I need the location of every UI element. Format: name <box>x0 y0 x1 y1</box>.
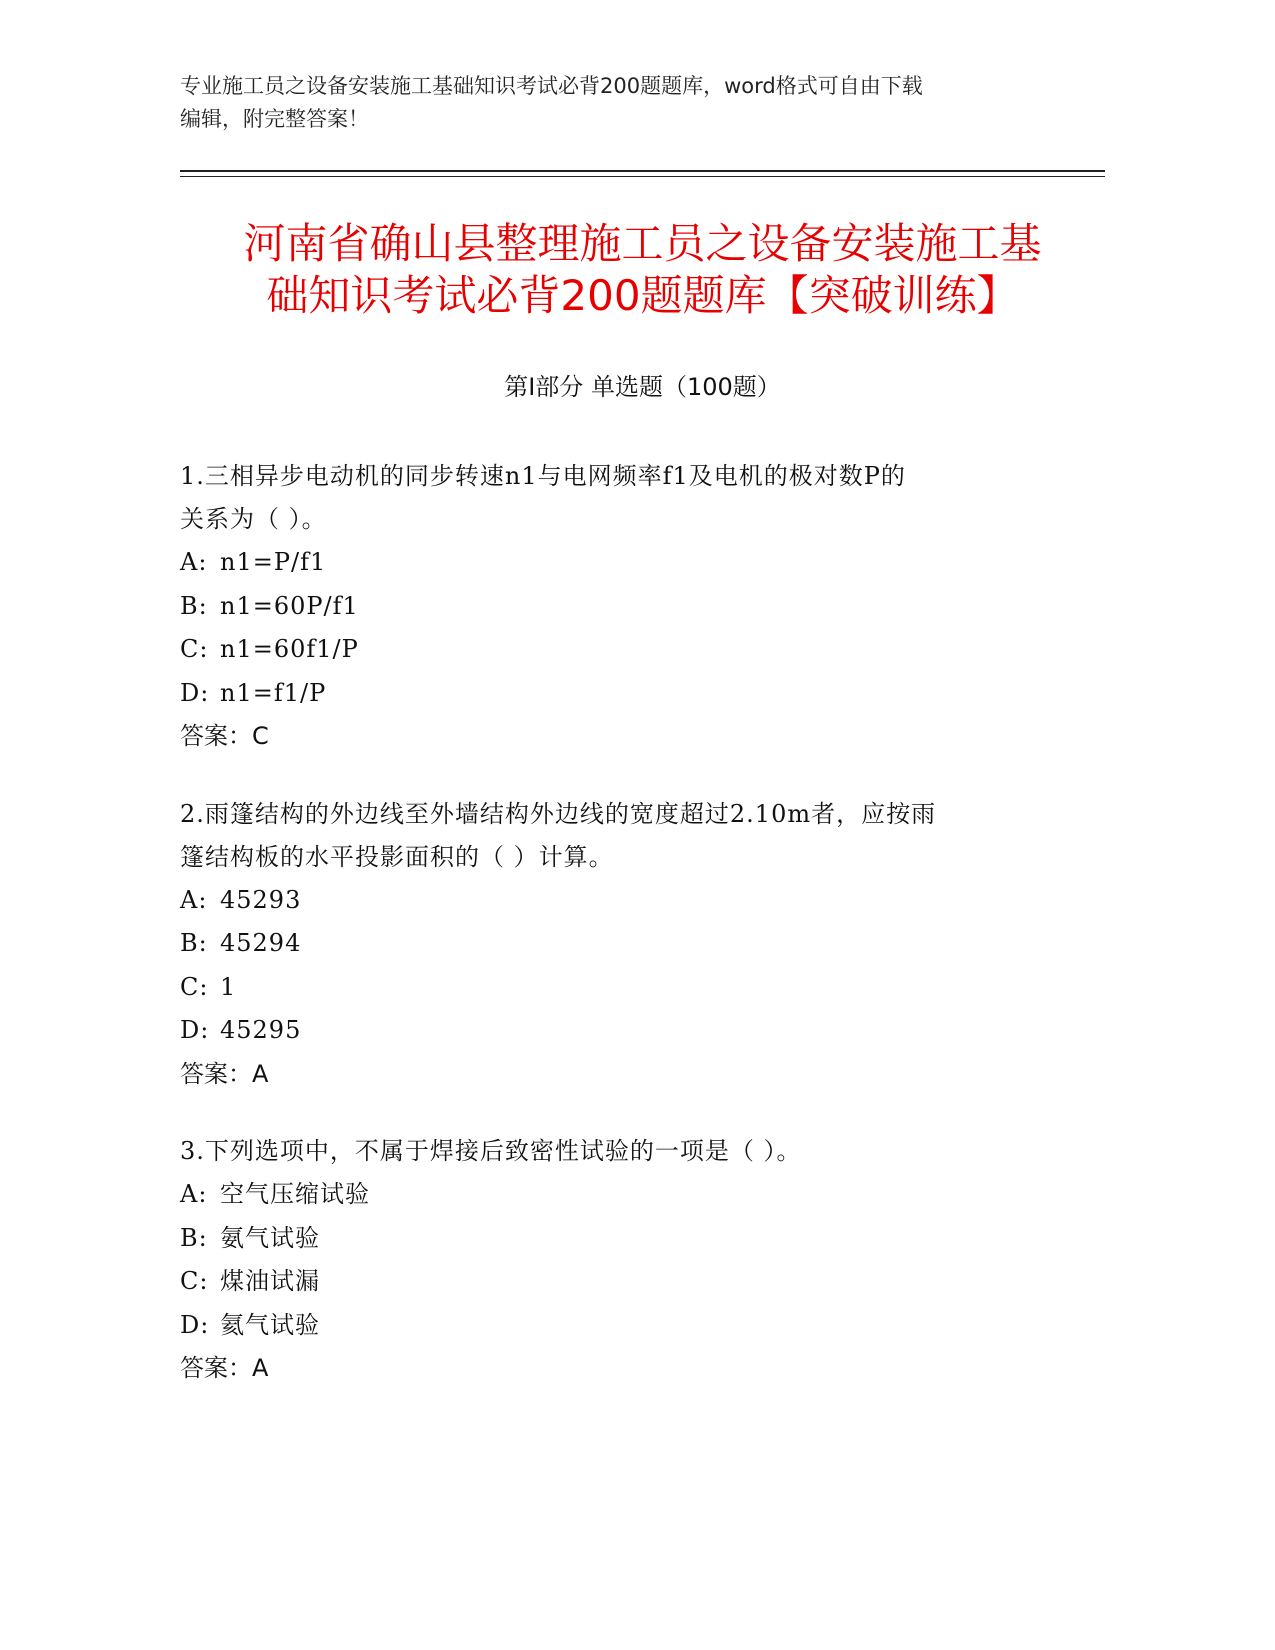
option-text: 空气压缩试验 <box>220 1180 370 1208</box>
answer: 答案：A <box>180 1354 269 1382</box>
title-line-2: 础知识考试必背200题题库【突破训练】 <box>266 271 1019 320</box>
question-stem <box>180 1130 1040 1173</box>
question-stem-line-1: 1.三相异步电动机的同步转速n1与电网频率f1及电机的极对数P的 <box>180 462 906 490</box>
option-letter: C: <box>180 972 209 1001</box>
option-text: 45294 <box>220 929 302 957</box>
option-text: 45293 <box>220 885 302 914</box>
option-letter: A: <box>180 1180 208 1208</box>
question-stem-line-1: 3.下列选项中，不属于焊接后致密性试验的一项是（ ）。 <box>180 1137 802 1165</box>
option-text: n1=60f1/P <box>220 635 359 663</box>
question-3 <box>180 1130 1040 1391</box>
option-a <box>180 879 1040 923</box>
option-text: 煤油试漏 <box>220 1267 320 1295</box>
question-1 <box>180 455 1040 759</box>
answer: 答案：C <box>180 722 269 750</box>
question-stem-line-2: 关系为（ ）。 <box>180 505 327 533</box>
question-stem <box>180 455 1040 541</box>
option-d <box>180 1009 1040 1053</box>
option-letter: C: <box>180 1267 209 1295</box>
question-stem <box>180 793 1040 879</box>
option-text: n1=P/f1 <box>220 548 327 576</box>
header-divider-thin <box>180 176 1105 177</box>
option-letter: C: <box>180 635 209 663</box>
header-divider-thick <box>180 170 1105 172</box>
option-b <box>180 1217 1040 1261</box>
option-letter: D: <box>180 1310 210 1339</box>
option-text: 氨气试验 <box>220 1223 320 1252</box>
document-title <box>180 218 1105 322</box>
section-title: 第Ⅰ部分 单选题（100题） <box>504 373 781 401</box>
option-a <box>180 541 1040 585</box>
option-letter: A: <box>180 548 208 576</box>
title-line-1: 河南省确山县整理施工员之设备安装施工基 <box>243 219 1042 268</box>
question-stem-line-2: 篷结构板的水平投影面积的（ ）计算。 <box>180 842 614 871</box>
option-text: 45295 <box>220 1016 302 1044</box>
option-letter: B: <box>180 1223 208 1252</box>
option-d <box>180 1304 1040 1348</box>
option-text: 氦气试验 <box>220 1310 320 1339</box>
option-c <box>180 966 1040 1010</box>
option-letter: D: <box>180 1016 210 1044</box>
option-letter: A: <box>180 885 208 914</box>
option-d <box>180 672 1040 716</box>
option-letter: B: <box>180 591 208 620</box>
page-header <box>180 70 1060 136</box>
header-line-1: 专业施工员之设备安装施工基础知识考试必背200题题库，word格式可自由下载 <box>180 74 923 98</box>
option-text: n1=f1/P <box>220 678 327 707</box>
header-line-2: 编辑，附完整答案！ <box>180 107 369 131</box>
option-b <box>180 922 1040 966</box>
option-c <box>180 1260 1040 1304</box>
option-text: n1=60P/f1 <box>220 591 359 620</box>
answer: 答案：A <box>180 1059 269 1088</box>
option-text: 1 <box>220 972 237 1001</box>
option-b <box>180 585 1040 629</box>
option-letter: B: <box>180 929 208 957</box>
option-a <box>180 1173 1040 1217</box>
option-c <box>180 628 1040 672</box>
option-letter: D: <box>180 678 210 707</box>
question-stem-line-1: 2.雨篷结构的外边线至外墙结构外边线的宽度超过2.10m者，应按雨 <box>180 799 937 828</box>
question-2 <box>180 793 1040 1097</box>
question-list <box>180 455 1040 1425</box>
